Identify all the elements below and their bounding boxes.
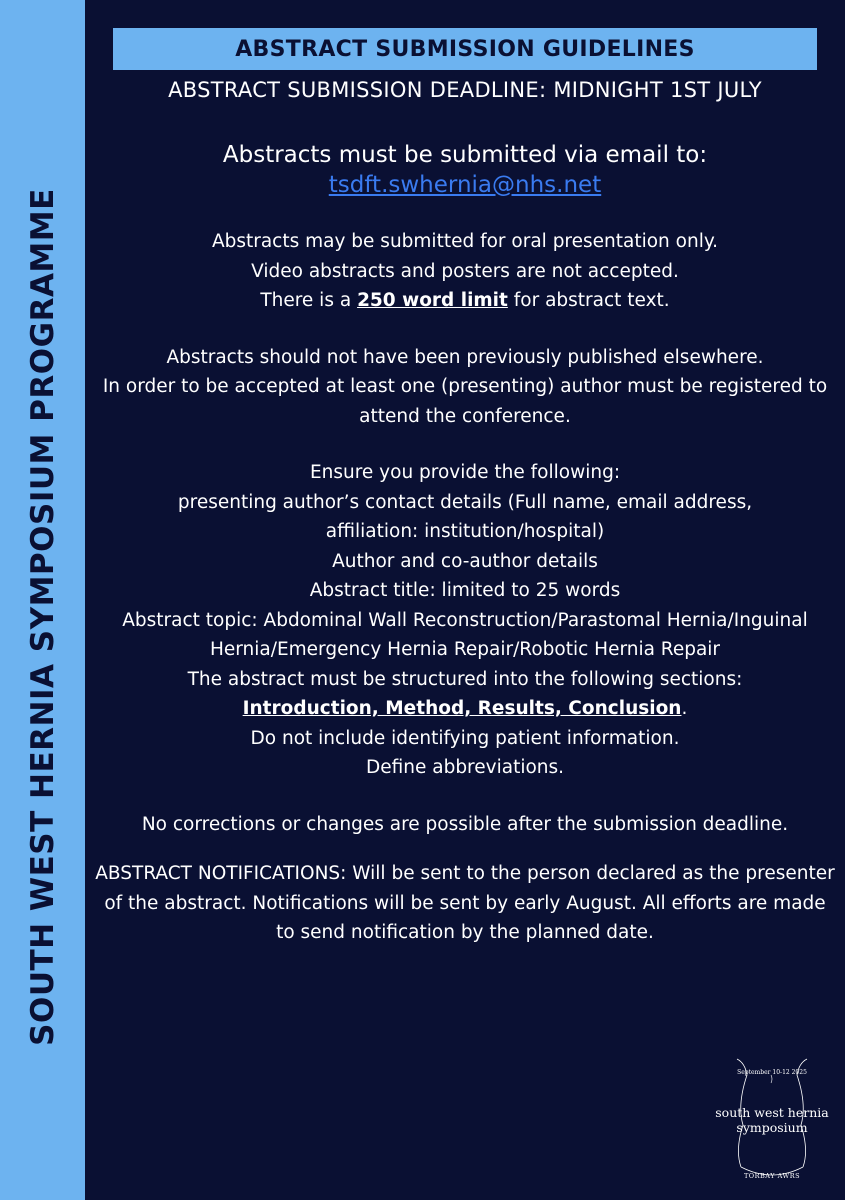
requirement-authors: Author and co-author details: [332, 550, 598, 572]
requirement-sections: Introduction, Method, Results, Conclusion: [242, 698, 682, 719]
requirements-heading: Ensure you provide the following:: [309, 462, 621, 483]
logo-name: [707, 1105, 837, 1135]
header-banner: [113, 28, 817, 70]
requirement-title-limit: Abstract title: limited to 25 words: [309, 580, 621, 601]
deadline-text: ABSTRACT SUBMISSION DEADLINE: MIDNIGHT 1ST JULY: [168, 78, 762, 102]
publication-line-1: Abstracts should not have been previously published elsewhere.: [166, 346, 764, 368]
submission-instruction: Abstracts must be submitted via email to:: [222, 142, 708, 168]
logo-name-line-2: symposium: [736, 1120, 808, 1135]
corrections-note: No corrections or changes are possible after the submission deadline.: [141, 813, 789, 835]
word-limit-pre: There is a: [260, 290, 358, 311]
presentation-line-1: Abstracts may be submitted for oral presentation only.: [211, 231, 719, 252]
word-limit-line: [85, 286, 845, 316]
main-content: [85, 0, 845, 1200]
requirement-abbrev: Define abbreviations.: [365, 757, 565, 778]
notifications-note: ABSTRACT NOTIFICATIONS: Will be sent to the person declared as the presenter of the abstract. Notifications will be sent by early August. All efforts are made to send notification by the planned date.: [95, 863, 835, 943]
sidebar: [0, 0, 85, 1200]
sidebar-title: SOUTH WEST HERNIA SYMPOSIUM PROGRAMME: [25, 188, 61, 1046]
logo-name-line-1: south west hernia: [715, 1105, 829, 1120]
logo-footer: TORBAY AWRS: [743, 1172, 801, 1180]
symposium-logo: [707, 1055, 837, 1195]
logo-date: September 10-12 2025: [737, 1069, 807, 1076]
requirement-sections-line: [85, 694, 845, 724]
email-link[interactable]: tsdft.swhernia@nhs.net: [328, 172, 602, 198]
requirement-structure: The abstract must be structured into the following sections:: [187, 668, 743, 690]
word-limit-bold: 250 word limit: [357, 290, 508, 311]
presentation-line-2: Video abstracts and posters are not accepted.: [251, 260, 679, 282]
page-title: ABSTRACT SUBMISSION GUIDELINES: [235, 36, 695, 62]
requirement-patient: Do not include identifying patient information.: [250, 727, 680, 749]
requirement-sections-end: .: [681, 698, 688, 719]
publication-line-2: In order to be accepted at least one (presenting) author must be registered to attend the conference.: [102, 376, 828, 427]
guidelines-body: [85, 140, 845, 948]
word-limit-post: for abstract text.: [507, 290, 670, 311]
requirement-topic: Abstract topic: Abdominal Wall Reconstruction/Parastomal Hernia/Inguinal Hernia/Emergency Hernia Repair/Robotic Hernia Repair: [122, 609, 808, 660]
requirement-contact: presenting author’s contact details (Full name, email address, affiliation: institution/hospital): [177, 491, 753, 542]
